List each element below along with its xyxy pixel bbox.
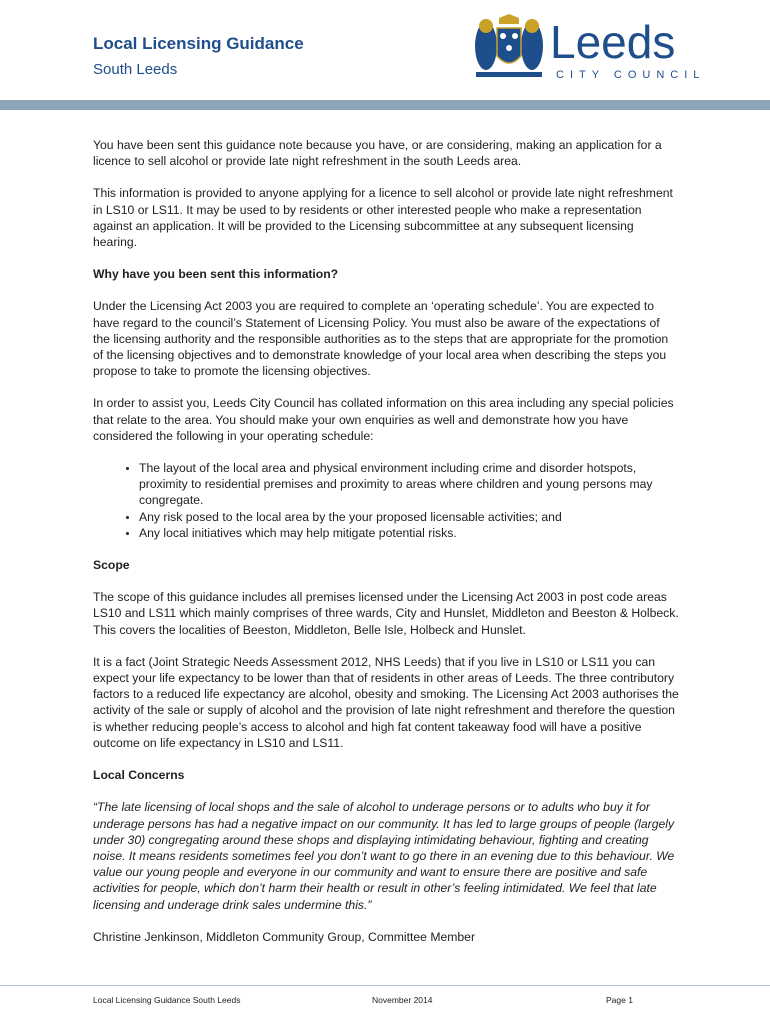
list-item: • Any risk posed to the local area by the your proposed licensable activities; and — [139, 509, 679, 525]
list-item: • The layout of the local area and physical environment including crime and disorder hotspots, proximity to residential premises and proximity to areas where children and young persons may congregate. — [139, 460, 679, 509]
footer-document-name: Local Licensing Guidance South Leeds — [93, 995, 241, 1005]
paragraph: In order to assist you, Leeds City Council has collated information on this area including any special policies that relate to the area. You should make your own enquiries as well and demonstrate how you have considered the following in your operating schedule: — [93, 396, 674, 443]
footer-date: November 2014 — [372, 995, 433, 1005]
logo-subtext: CITY COUNCIL — [556, 69, 706, 81]
paragraph: You have been sent this guidance note because you have, or are considering, making an application for a licence to sell alcohol or provide late night refreshment in the south Leeds area. — [93, 138, 662, 169]
paragraph: This information is provided to anyone applying for a licence to sell alcohol or provide late night refreshment in LS10 or LS11. It may be used to by residents or other interested people who make a representation against an application. It will be provided to the Licensing subcommittee at any subsequent licensing hearing. — [93, 186, 673, 250]
footer-divider — [0, 985, 770, 986]
document-title: Local Licensing Guidance — [93, 34, 304, 53]
community-quote: “The late licensing of local shops and the sale of alcohol to underage persons or to adults who buy it for underage persons has had a negative impact on our community. It has led to large groups of people (largely under 30) congregating around these shops and displaying intimidating behaviour, fighting and creating noise. It means residents sometimes feel you don’t want to go there in an evening due to this behaviour. We value our young people and everyone in our community and want to ensure there are positive and safe activities for people, which don’t harm their health or result in other’s feeling intimidated. We feel that late licensing and underage drink sales undermine this.” — [93, 800, 675, 912]
document-subtitle: South Leeds — [93, 61, 178, 78]
logo-wordmark: Leeds — [550, 16, 676, 68]
footer-page-number: Page 1 — [606, 995, 633, 1005]
section-heading: Why have you been sent this information? — [93, 267, 339, 282]
paragraph: The scope of this guidance includes all premises licensed under the Licensing Act 2003 in post code areas LS10 and LS11 which mainly comprises of three wards, City and Hunslet, Middleton and Beeston & Holbeck. This covers the localities of Beeston, Middleton, Belle Isle, Holbeck and Hunslet. — [93, 590, 679, 637]
quote-attribution: Christine Jenkinson, Middleton Community Group, Committee Member — [93, 929, 476, 944]
section-heading: Scope — [93, 558, 130, 573]
paragraph: Under the Licensing Act 2003 you are required to complete an ‘operating schedule’. You are expected to have regard to the council’s Statement of Licensing Policy. You must also be aware of the expectations of the licensing authority and the responsible authorities as to the steps that are appropriate for the promotion of the licensing objectives and to demonstrate knowledge of your local area when describing the steps you propose to take to promote the licensing objectives. — [93, 299, 669, 379]
list-item: • Any local initiatives which may help mitigate potential risks. — [139, 525, 679, 541]
crest-icon — [475, 14, 543, 77]
leeds-city-council-logo — [470, 12, 720, 82]
section-heading: Local Concerns — [93, 768, 185, 783]
paragraph: It is a fact (Joint Strategic Needs Assessment 2012, NHS Leeds) that if you live in LS10 or LS11 you can expect your life expectancy to be lower than that of residents in other areas of Leeds. The three contributory factors to a reduced life expectancy are alcohol, obesity and smoking. The Licensing Act 2003 authorises the activity of the sale or supply of alcohol and the provision of late night refreshment and therefore the question is whether reducing people’s access to alcohol and high fat content takeaway food will have a positive outcome on life expectancy in LS10 and LS11. — [93, 654, 679, 750]
bullet-list — [93, 460, 679, 541]
document-body — [93, 137, 679, 961]
header-band — [0, 100, 770, 110]
